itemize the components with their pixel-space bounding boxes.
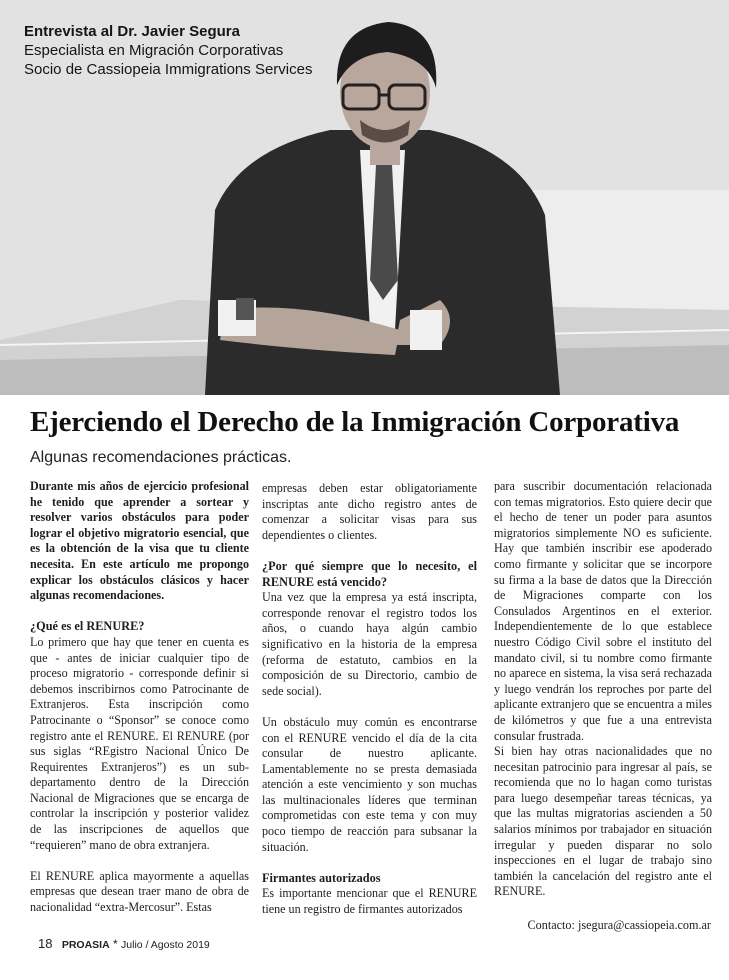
paragraph-renewal: Una vez que la empresa ya está inscripta, corresponde renovar el registro todos los años, o cuando haya algún cambio significativo en la historia de la empresa (reforma de estatuto, cambios en la composición de su Directorio, cambio de sede social).	[262, 590, 477, 698]
paragraph-obstacle-part1: Un obstáculo muy común es encontrarse con el RENURE vencido el día de la cita consular de nuestro aplicante.	[262, 714, 477, 761]
paragraph-continued: empresas deben estar obligatoriamente inscriptas ante dicho registro antes de comenzar a solicitar visas para sus dependientes o clientes.	[262, 481, 477, 542]
column-3	[494, 479, 712, 900]
interview-name: Entrevista al Dr. Javier Segura	[24, 23, 240, 40]
footer-separator: *	[113, 937, 118, 951]
paragraph-nationalities: Si bien hay otras nacionalidades que no necesitan patrocinio para ingresar al país, se recomienda que no lo hagan como turistas para luego desempeñar tareas técnicas, ya que las multas migratorias ascienden a 50 salarios mínimos por trabajador en situación irregular y pueden disparar no solo inspecciones en el lugar de trabajo sino también la cancelación del registro ante el RENURE.	[494, 744, 712, 899]
page-footer	[38, 936, 210, 951]
section-heading-expired: ¿Por qué siempre que lo necesito, el RENURE está vencido?	[262, 558, 477, 589]
paragraph-obstacle-part2: Lamentablemente no se presta demasiada atención a este vencimiento y son muchas las multinacionales líderes que terminan comprometidas con este tema y con muy poco tiempo de reacción para subsanar la situación.	[262, 761, 477, 854]
specialist-title: Especialista en Migración Corporativas	[24, 42, 284, 59]
hero-caption	[24, 22, 312, 79]
paragraph-signers: Es importante mencionar que el RENURE tiene un registro de firmantes autorizados	[262, 886, 477, 917]
company-title: Socio de Cassiopeia Immigrations Services	[24, 61, 313, 78]
paragraph-signers-continued: para suscribir documentación relacionada con temas migratorios. Esto quiere decir que el hecho de tener un poder para asuntos migratorios simplemente NO es suficiente. Hay que también inscribir ese apoderado como firmante y solicitar que se incorpore su firma a la base de datos que la Dirección de Migraciones comparte con los Consulados Argentinos en el exterior. Independientemente de lo que establece nuestro Código Civil sobre el instituto del mandato civil, si tu nombre como firmante no aparece en sistema, la visa será rechazada y luego vendrán los reproches por parte del aplicante extranjero que se encuentra a miles de kilómetros y que fue a una entrevista consular frustrada.	[494, 479, 712, 743]
paragraph-obstacle	[262, 715, 477, 855]
contact-line: Contacto: jsegura@cassiopeia.com.ar	[527, 918, 711, 932]
hero-photo	[0, 0, 729, 395]
issue-date: Julio / Agosto 2019	[121, 939, 210, 951]
column-2	[262, 481, 477, 918]
column-1	[30, 479, 249, 916]
paragraph-renure-applies: El RENURE aplica mayormente a aquellas empresas que desean traer mano de obra de nacionalidad “extra-Mercosur”. Estas	[30, 868, 249, 915]
magazine-name: PROASIA	[61, 939, 110, 951]
section-heading-renure: ¿Qué es el RENURE?	[30, 619, 145, 634]
article-title: Ejerciendo el Derecho de la Inmigración Corporativa	[30, 406, 680, 438]
article-subtitle: Algunas recomendaciones prácticas.	[30, 449, 292, 466]
page-number: 18	[38, 936, 53, 951]
paragraph-renure: Lo primero que hay que tener en cuenta es que - antes de iniciar cualquier tipo de proceso migratorio - corresponde definir si debemos inscribirnos como Patrocinante de Extranjeros. Esta inscripción como Patrocinante o “Sponsor” se conoce como registro ante el RENURE. El RENURE (por sus siglas “REgistro Nacional Único De Requirentes Extranjeros”) es un sub-departamento dentro de la Dirección Nacional de Migraciones que se encarga de controlar la inscripción y posterior validez de las inscripciones de aquellos que “requieren” mano de obra extranjera.	[30, 634, 249, 852]
intro-paragraph: Durante mis años de ejercicio profesional he tenido que aprender a sortear y resolver varios obstáculos para poder lograr el objetivo migratorio esencial, que es la obtención de la visa que tu cliente necesita. En este artículo me propongo explicar los obstáculos clásicos y hacer algunas recomendaciones.	[30, 479, 249, 603]
section-heading-signers: Firmantes autorizados	[262, 870, 381, 885]
